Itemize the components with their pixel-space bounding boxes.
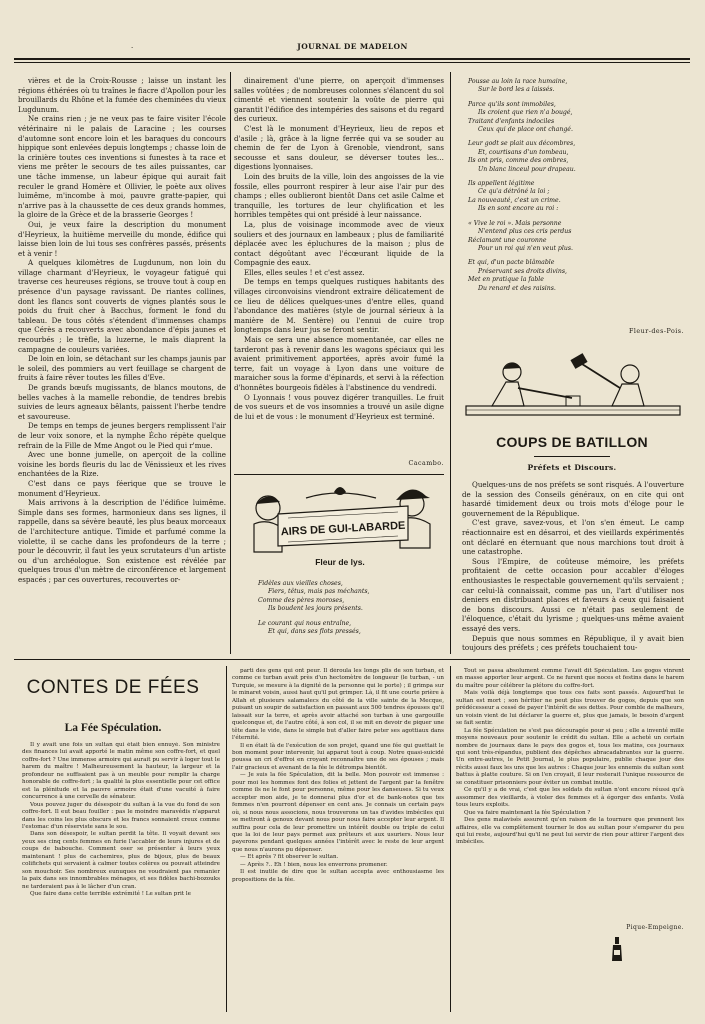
story-signature: Pique-Empeigne.	[626, 924, 684, 931]
paragraph: Avec une bonne jumelle, on aperçoit de la colline voisine les bords fleuris du lac de Vénissieux et les rives enchantées de la Rize.	[18, 450, 226, 479]
poem-line: Réclamant une couronne	[468, 236, 547, 244]
poem-line: Ce qu'a détrôné la loi ;	[478, 188, 550, 196]
poem-stanza	[258, 580, 438, 614]
paragraph: Vous pouvez juger du désespoir du sultan à la vue du fond de son coffre-fort. Il eut beau fouiller : pas le moindre maravédis n'apparut dans les coins les plus obscurs et les francs sonnaient creux comme l'estomac d'un réserviste sans le sou.	[22, 801, 220, 830]
paragraph: vières et de la Croix-Rousse ; laisse un instant les régions éthérées où tu traînes le fiacre d'Apollon pour les brouillards du Rhône et la fumée des cheminées du vieux Lugdunum.	[18, 76, 226, 114]
right-figure-body	[612, 384, 644, 406]
poem-line: Ils ont pris, comme des ombres,	[468, 157, 569, 165]
paragraph: Mais voilà déjà longtemps que tous ces faits sont passés. Aujourd'hui le sultan est mort ; son héritier ne peut plus trouver de gogos, depuis que son prédécesseur a cessé de payer l'intérêt de ses dettes. Pour comble de malheurs, un voisin vient de lui déclarer la guerre et, plus que jamais, le besoin d'argent se fait sentir.	[456, 690, 684, 727]
section-subtitle: Préfets et Discours.	[527, 463, 617, 472]
col3-signature: Fleur-des-Pois.	[629, 328, 684, 335]
paragraph: De temps en temps quelques rustiques habitants des villages circonvoisins viendront extraire délicatement de ce lieu de délices quelques-unes d'entre elles, quand l'abondance des matières (style de journal sérieux à la manière de M. Sentère) ou l'ennui de cuire trop longtemps dans leur jus se feront sentir.	[234, 277, 444, 335]
column-1	[18, 76, 226, 654]
paragraph: De loin en loin, se détachant sur les champs jaunis par le soleil, des pommiers au vert feuillage se chargent de fruits à faire rêver toutes les filles d'Eve.	[18, 354, 226, 383]
column-2	[234, 76, 444, 476]
poem-line: Du renard et des raisins.	[478, 284, 556, 292]
poem-line: Et qui, dans ses flots pressés,	[268, 628, 361, 636]
poem-stanza	[258, 620, 438, 637]
header-rule-thin	[14, 62, 690, 63]
poem-line: Ils boudent les jours présents.	[268, 605, 363, 613]
poem-stanza	[468, 78, 680, 95]
paragraph: C'est là le monument d'Heyrieux, lieu de repos et d'asile ; là, grâce à la ligne ferrée qui va se souder au chemin de fer de Lyon à Grenoble, viendront, sans secousse et sans douleur, se déverser toutes les… digestions lyonnaises.	[234, 123, 444, 172]
poem-line: Leur godt se plait aux décombres,	[468, 140, 576, 148]
poem-line: Un blanc linceul pour drapeau.	[478, 165, 576, 173]
story-column-3	[456, 668, 684, 916]
paragraph: Depuis que nous sommes en République, il y avait bien toujours des préfets ; ces préfets touchaient tou-	[462, 633, 684, 653]
paragraph: Loin des bruits de la ville, loin des angoisses de la vie fossile, elles pourront respirer à leur aise l'air pur des champs ; elles oublieront bientôt Dans cet asile Calme et tranquille, les tortures de leur chylification et les horribles tempêtes qui ont présidé à leur naissance.	[234, 171, 444, 220]
col3-poem	[468, 78, 680, 299]
left-figure-body	[492, 382, 524, 406]
column-divider	[450, 72, 451, 654]
column-3	[462, 480, 684, 654]
title-underline	[534, 456, 610, 457]
fleur-caption: Fleur de lys.	[315, 557, 365, 567]
paragraph: Tout se passa absolument comme l'avait dit Spéculation. Les gogos vinrent en masse apporter leur argent. Ce ne furent que noces et festins dans le harem du maître pour célébrer la plétore du coffre-fort.	[456, 668, 684, 689]
paragraph: C'est dans ce pays féerique que se trouve le monument d'Heyrieux.	[18, 478, 226, 498]
poem-stanza	[468, 101, 680, 135]
poem-line: Ils croient que rien n'a bougé,	[478, 109, 573, 117]
paragraph: De temps en temps de jeunes bergers remplissent l'air de leur voix sonore, et la nymphe Écho répète quelque refrain de la Fille de Mme Angot ou le Pied qui r'mue.	[18, 421, 226, 450]
poem-line: Met en pratique la fable	[468, 276, 544, 284]
banner-text: AIRS DE GUI-LABARDE	[280, 519, 406, 539]
paragraph: — Après ?.. Eh ! bien, nous les enverrons promener.	[240, 861, 388, 868]
poem-line: Sur le bord les a laissés.	[478, 86, 555, 94]
paragraph: O Lyonnais ! vous pouvez digérer tranquilles. Le fruit de vos sueurs et de vos insomnies a trouvé un asile digne de lui et de vous : le monument d'Heyrieux est terminé.	[234, 392, 444, 421]
column-divider	[230, 72, 231, 654]
paragraph: dinairement d'une pierre, on aperçoit d'immenses salles voûtées ; de nombreuses colonnes s'élancent du sol cimenté et viennent soutenir la voûte de pierre qui garantit l'édifice des intempéries des saisons et du regard des curieux.	[234, 76, 444, 124]
paragraph: La fée Spéculation ne s'est pas découragée pour si peu ; elle a inventé mille moyens nouveaux pour soutenir le crédit du sultan. Elle a acheté un certain nombre de journaux dans le pays des gogos et, tous les matins, ces journaux qui sont très-répandus, publient des dépêches abracadabrantes sur la guerre. Un entre-autres, le Petit Journal, le plus populaire, publie chaque jour des récits aussi faux les uns que les autres : Chaque jour les ennemis du sultan sont battus à platte couture. Si on l'en croyait, il leur resterait l'unique ressource de se constituer prisonniers pour éviter un combat inutile.	[456, 727, 684, 786]
paragraph: Il y avait une fois un sultan qui était bien ennuyé. Son ministre des finances lui avait apporté le matin même son coffre-fort, et quel coffre-fort ? Une immense armoire qui aurait pu servir à loger tout le harem du maître ! Malheureusement la hauteur, la largeur et la profondeur ne suffisaient pas à un meuble pour remplir la charge honorable de coffre-fort ; la qualité la plus essentielle pour cet office est la plénitude et la pauvre armoire était d'une vacuité à faire concurrence à une cervelle de sénateur.	[22, 742, 220, 801]
col2-signature: Cacambo.	[408, 460, 444, 467]
paragraph: Dans son désespoir, le sultan perdit la tête. Il voyait devant ses yeux ses cinq cents femmes en furie l'accabler de leurs injures et de coups de babouche. Comment oser se présenter à leurs yeux maintenant ! plus de cachemires, plus de bijoux, plus de beaux colifichets qui servaient à calmer toutes colères ou pouvait atteindre son mouchoir. Ses nombreux eunuques ne voudraient pas remanier la paix dans ses innombrables ménages, et ses fidèles bachi-bozouks ne tarderaient pas à le lâcher d'un cran.	[22, 831, 220, 890]
story-column-1	[22, 742, 220, 1012]
lily-flower	[334, 487, 346, 495]
col2-separator	[234, 474, 444, 475]
poem-line: Ceux qui de place ont changé.	[478, 126, 573, 134]
poem-line: Ils en sont encore au roi :	[478, 205, 559, 213]
poem-line: Préservant ses droits divins,	[478, 267, 567, 275]
header-rule	[14, 58, 690, 60]
paragraph: Que faire dans cette terrible extrémité ! Le sultan prit le	[30, 891, 191, 898]
bottle-icon	[610, 936, 624, 962]
paragraph: Des gens malavisés assurent qu'en raison de la tournure que prennent les affaires, elle va complètement tourner le dos au sultan pour s'emparer du peu qui lui reste, aujourd'hui qu'il ne peut lui servir de rien pour attirer l'argent des imbéciles.	[456, 817, 684, 846]
paragraph: Il est inutile de dire que le sultan accepta avec enthousiasme les propositions de la fée.	[232, 869, 444, 883]
poem-stanza	[468, 140, 680, 174]
poem-line: Le courant qui nous entraîne,	[258, 619, 352, 627]
paragraph: C'est grave, savez-vous, et l'on s'en émeut. Le camp réactionnaire est en désarroi, et des vieillards expérimentés ont déclaré en éternuant que nous marchions tout droit à une catastrophe.	[462, 518, 684, 557]
col2-poem	[258, 580, 438, 642]
poem-line: N'entend plus ces cris perdus	[478, 228, 572, 236]
paragraph: Il en était là de l'exécution de son projet, quand une fée qui guettait le bon moment pour intervenir, lui apparut tout à coup. Notre quasi-suicidé poussa un cri d'effroi en croyant reconnaître une de ses épouses ; mais l'air gracieux et avenant de la fée le détrompa bientôt.	[232, 742, 444, 771]
poem-line: Et, courtisans d'un tombeau,	[478, 148, 569, 156]
poem-line: Traitant d'enfants indociles	[468, 117, 555, 125]
paragraph: Ce qu'il y a de vrai, c'est que les soldats du sultan n'ont encore réussi qu'à assommer des vieillards, à violer des femmes et à égorger des enfants. Voilà tous leurs exploits.	[456, 787, 684, 809]
poem-stanza	[468, 180, 680, 214]
left-tool	[518, 388, 572, 398]
paragraph: — Et après ? fit observer le sultan.	[240, 854, 339, 861]
right-figure-hat	[396, 489, 430, 500]
contes-title: CONTES DE FÉES	[26, 677, 200, 698]
poem-line: La nouveauté, c'est un crime.	[468, 196, 561, 204]
poem-line: Pour un roi qui n'en veut plus.	[478, 244, 573, 252]
coups-de-batillon-illustration	[462, 352, 684, 428]
paragraph: Sous l'Empire, de coûteuse mémoire, les préfets profitaient de cette occasion pour accabler d'éloges enthousiastes le respectable gouvernement qu'ils servaient ; car celui-là connaissait, comme pas un, l'art d'utiliser nos deniers en distribuant places et faveurs à ceux qui faisaient de bons discours. Aussi ce n'était pas seulement de l'éloquence, c'était du lyrisme ; quelques-uns même avaient essayé des vers.	[462, 556, 684, 633]
fleur-de-lys-illustration	[248, 484, 438, 556]
beam	[466, 406, 680, 415]
poem-line: Fiers, têtus, mais pas méchants,	[268, 588, 370, 596]
poem-line: « Vive le roi ». Mais personne	[468, 219, 562, 227]
paragraph: Mais ce sera une absence momentanée, car elles ne tarderont pas à revenir dans les wagons spéciaux qui les avaient primitivement apportées, après avoir fumé la terre, fait un voyage à Lyon dans une voiture de maraicher sous la forme d'épinards, et servi à la réfection d'honnêtes bourgeois fidèles à l'abstinence du vendredi.	[234, 335, 444, 392]
running-head: JOURNAL DE MADELON	[297, 42, 408, 51]
poem-stanza	[468, 220, 680, 254]
poem-line: Parce qu'ils sont immobiles,	[468, 100, 556, 108]
mallet-handle	[582, 364, 620, 388]
paragraph: Quelques-uns de nos préfets se sont risqués. A l'ouverture de la session des Conseils généraux, on en cite qui ont hasardé timidement deux ou trois mots d'éloge pour le gouvernement de la République.	[462, 480, 684, 518]
poem-stanza	[468, 259, 680, 293]
section-title: COUPS DE BATILLON	[496, 434, 648, 450]
right-figure-head	[621, 365, 639, 383]
paragraph: La, plus de voisinage incommode avec de vieux souliers et des journaux en lambeaux ; plus de familiarité déplacée avec les épluchures de la maison ; plus de contact dégoûtant avec l'écœurant liquide de la Compagnie des eaux.	[234, 219, 444, 268]
poem-line: Ils appellent légitime	[468, 180, 535, 188]
story-title: La Fée Spéculation.	[64, 722, 162, 734]
column-divider	[226, 666, 227, 1012]
paragraph: Que va faire maintenant la fée Spéculation ?	[464, 809, 591, 816]
paragraph: parti des gens qui ont peur. Il déroula les longs plis de son turban, et comme ce turban avait près d'un hectomètre de longueur (le turban, - un Turquie, se mesure à la dignité de la personne qui le porte) ; il grimpa sur le minaret voisin, aussi haut qu'il put grimper. Là, il fit une courte prière à Allah et plusieurs salamalecs du côté de la ville sainte de la Mecque, puisant un soupir de satisfaction en passant aux 500 tendres épouses qu'il laissait sur la terre, et après avoir attaché son turban à une gargouille quelconque et, de l'autre côté, à son col, il se mit en devoir de piquer une tête dans le vide, dans le simple but d'aller faire peter ses agottiaux dans l'éternité.	[232, 668, 444, 742]
poem-line: Pousse au loin la race humaine,	[468, 78, 568, 85]
column-divider	[450, 666, 451, 1012]
poem-line: Comme des pères moroses,	[258, 596, 345, 604]
paragraph: A quelques kilomètres de Lugdunum, non loin du village charmant d'Heyrieux, le voyageur fatigué qui traverse ces heureuses régions, se trouve tout à coup en présence d'un paysage ravissant. De riantes collines, dont les flancs sont couverts de vignes plantés sous le poids du fruit cher à Bacchus, forment le fond du tableau. De tous côtés s'étendent d'immenses champs que Cérès a recouverts avec abondance d'épis jaunes et recourbés ; le trèfle, la luzerne, le maïs diaprent la campagne de couleurs variées.	[18, 258, 226, 354]
story-column-2	[232, 668, 444, 1012]
paragraph: Mais arrivons à la description de l'édifice luimême. Simple dans ses formes, harmonieux dans ses lignes, il rappelle, dans sa sévère beauté, les plus beaux morceaux de l'architecture antique. Timide et parfumé comme la violette, il se cache dans les profondeurs de la terre ; pour le découvrir, il faut les yeux scrutateurs d'un artiste ou d'un archéologue. Son existence est révélée par quelques trous d'un mètre de circonférence et largement espacés ; par ces ouvertures, recouvertes or-	[18, 498, 226, 584]
poem-line: Et qui, d'un pacte blâmable	[468, 259, 555, 267]
paragraph: Oui, je veux faire la description du monument d'Heyrieux, la huitième merveille du monde, édifice qui laisse bien loin de lui tous ses confrères passés, présents et à venir !	[18, 219, 226, 258]
paragraph: — Je suis la fée Spéculation, dit la belle. Mon pouvoir est immense : pour moi les hommes font des folies et jettent de l'argent par la fenêtre comme ils ne le font pour personne, même pour les danseuses. Si tu veux accepter mon aide, je te donnerai plus d'or et de bank-notes que tes femmes n'en pourront dépenser en cent ans. Je connais un certain pays où, si nous nous associons, nous trouverons un tas d'avides imbéciles qui se mettront à genoux devant nous pour nous faire accepter leur argent. Il suffira pour cela de leur promettre un intérêt double ou triple de celui que la loi de leur pays permet aux prêteurs et aux usuriers. Nous leur payerons pendant quelques années l'intérêt avec le reste de leur argent que nous n'aurons pu dépenser.	[232, 772, 444, 853]
paragraph: De grands bœufs mugissants, de blancs moutons, de belles vaches à la mamelle rebondie, de tendres brebis suivies de leurs agneaux bêlants, paissent l'herbe tendre et savoureuse.	[18, 383, 226, 421]
paragraph: Ne crains rien ; je ne veux pas te faire visiter l'école vétérinaire ni le palais de Laracine ; les courses d'automne sont encore loin et les baraques du concours hippique sont enlevées depuis longtemps ; chasse loin de la crinière toutes ces inventions si funestes à ta race et viens me prêter le secours de tes ailes puissantes, car une tâche immense, un labeur épique qui aurait fait reculer le grand Homère et Ollivier, le poète aux olives luimême, m'incombe à moi, pauvre gratte-papier, qui n'arrive pas à la chaussette de ces deux grands hommes, la gloire de la Grèce et de la brasserie Georges !	[18, 114, 226, 220]
paragraph: Elles, elles seules ! et c'est assez.	[244, 267, 365, 277]
section-divider	[14, 659, 690, 660]
header-dot: ·	[131, 44, 134, 52]
poem-line: Fidèles aux vieilles choses,	[258, 580, 343, 587]
